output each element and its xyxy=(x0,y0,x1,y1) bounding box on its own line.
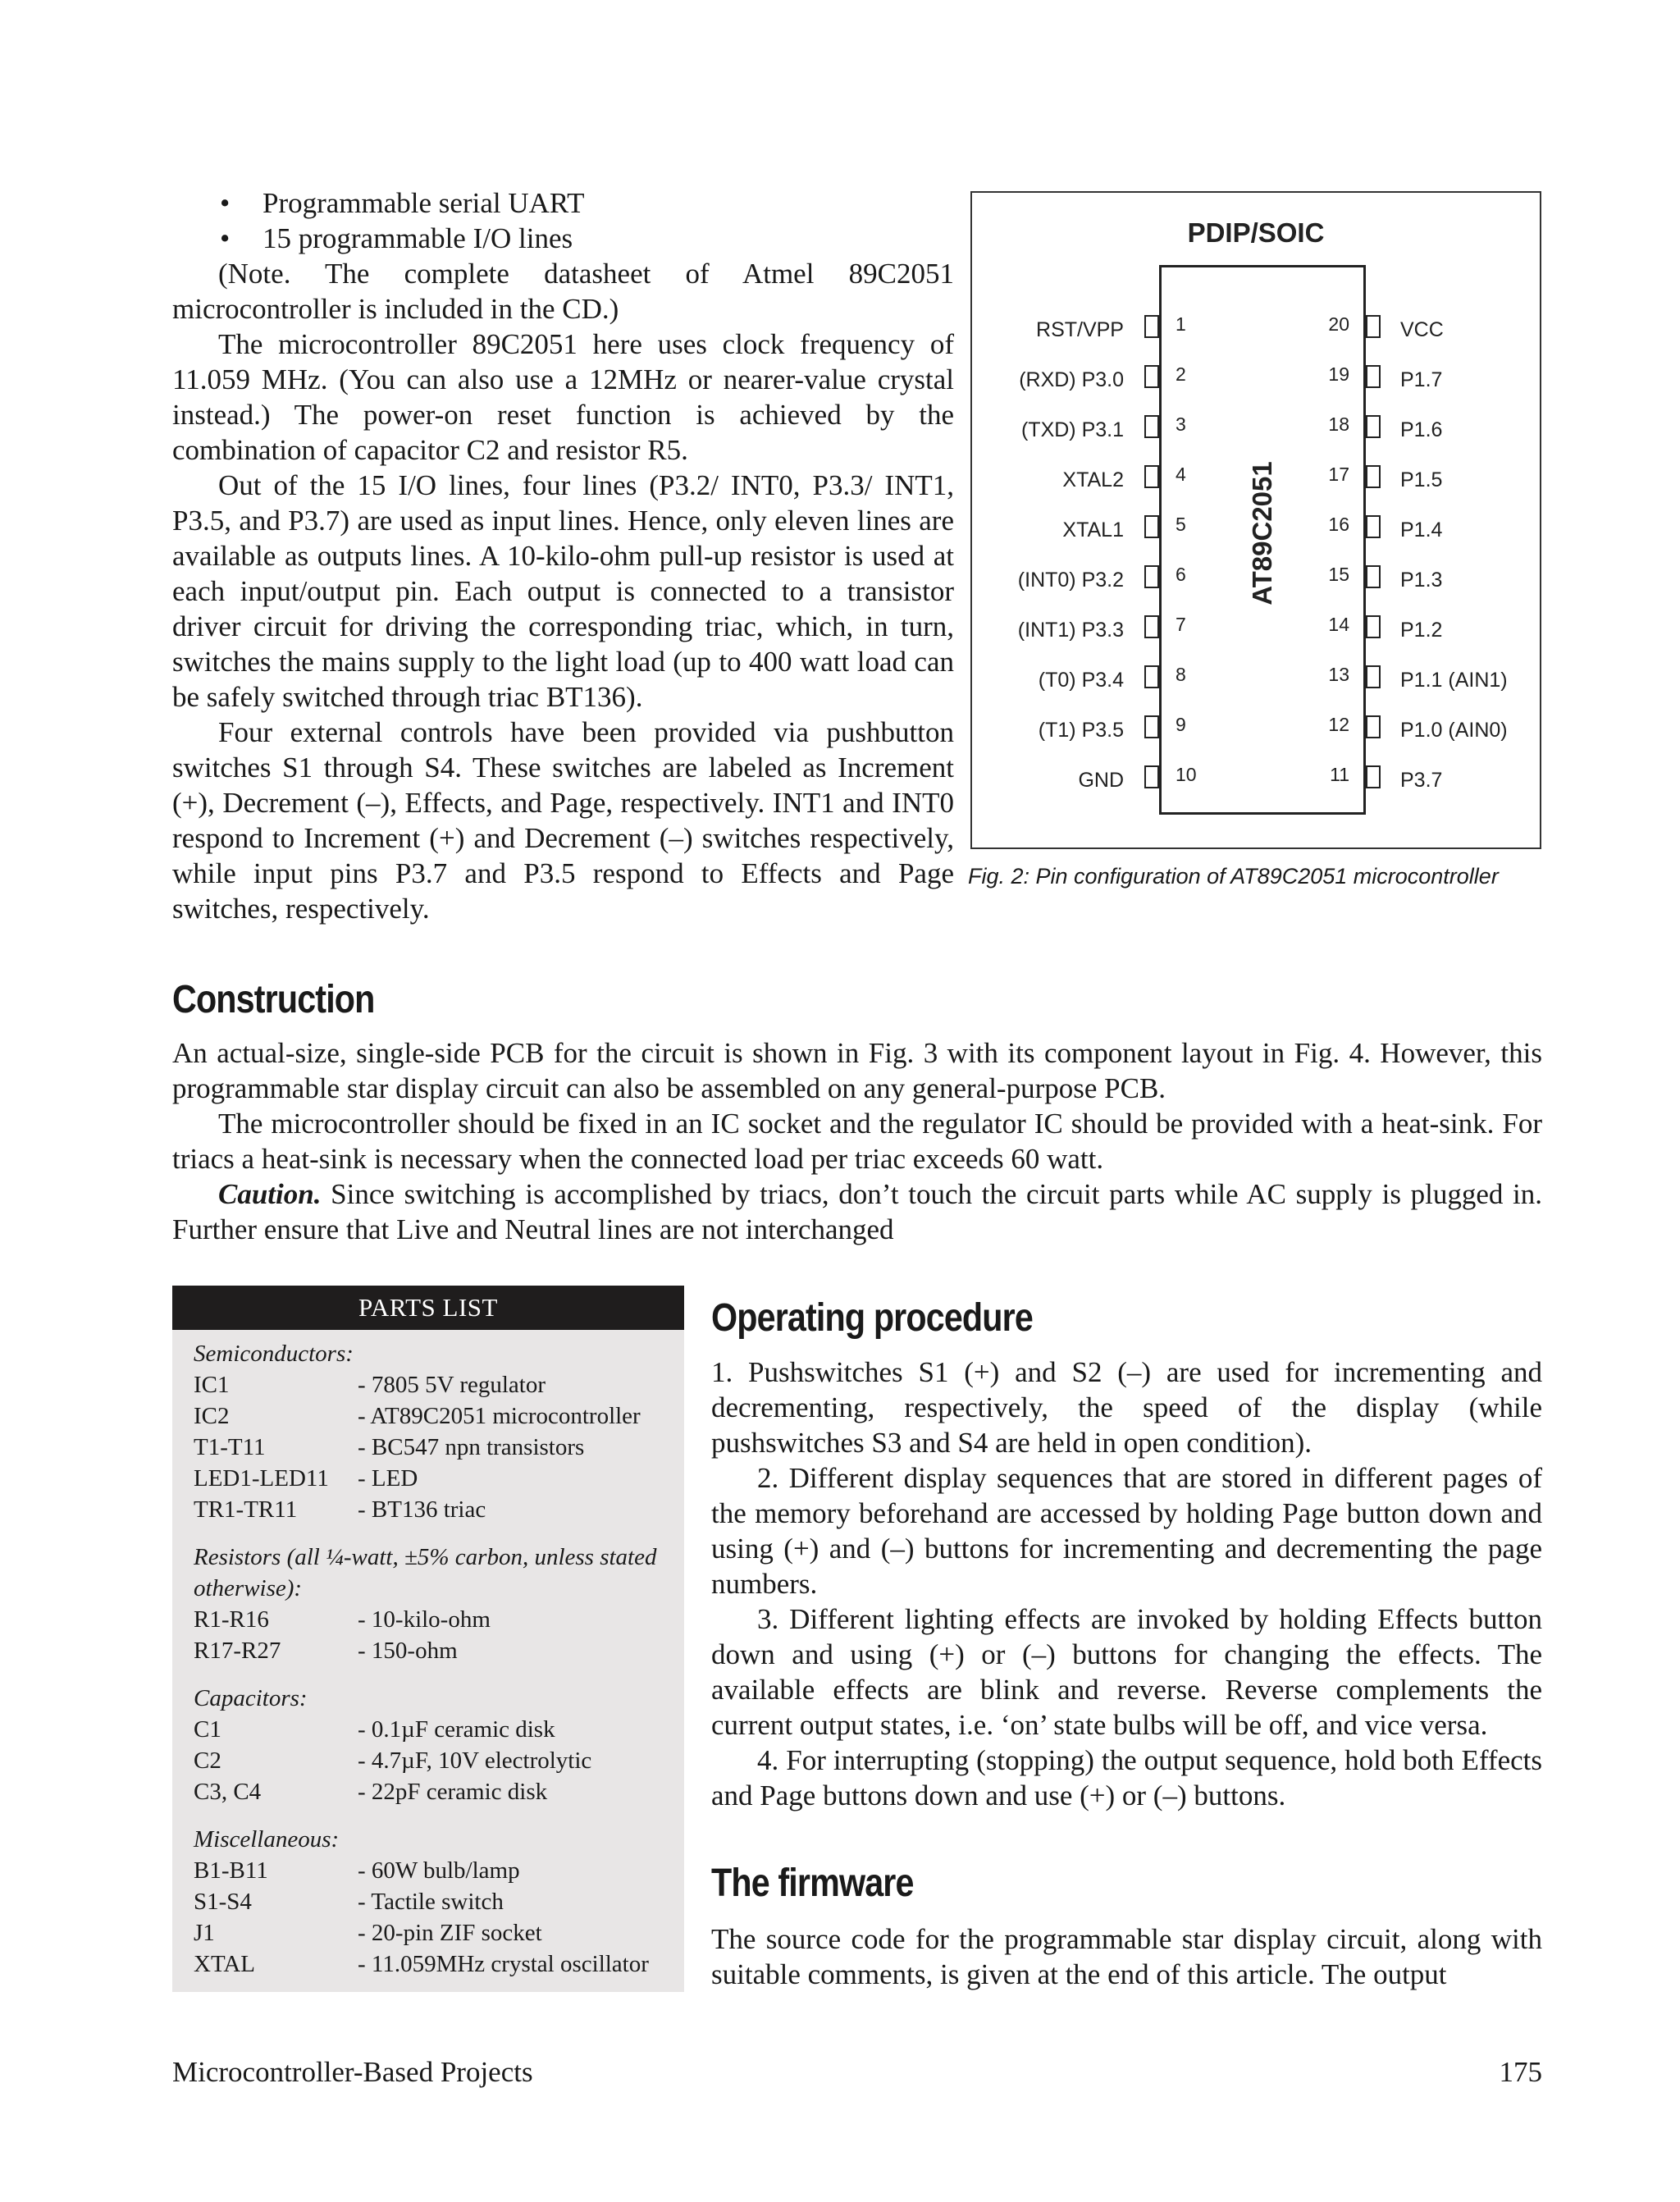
left-pin-label: (INT1) P3.3 xyxy=(1017,619,1124,642)
caution-paragraph xyxy=(172,1176,1542,1247)
part-reference: S1-S4 xyxy=(194,1889,252,1915)
right-pin-number: 16 xyxy=(1328,514,1349,535)
right-pin-number: 19 xyxy=(1328,363,1349,385)
part-reference: R1-R16 xyxy=(194,1606,269,1633)
left-pin-number: 3 xyxy=(1176,413,1186,435)
right-pin-label: P1.7 xyxy=(1400,368,1443,391)
right-pin-label: P1.0 (AIN0) xyxy=(1400,719,1508,742)
parts-row xyxy=(194,1855,663,1886)
left-pin-label: (TXD) P3.1 xyxy=(1020,418,1124,441)
right-pin-label: P1.5 xyxy=(1400,468,1443,491)
left-pin-label: GND xyxy=(1078,769,1124,792)
right-pin-square xyxy=(1366,715,1381,738)
right-pin-number: 11 xyxy=(1330,764,1349,785)
left-pin-number: 4 xyxy=(1176,464,1186,485)
part-reference: TR1-TR11 xyxy=(194,1496,298,1523)
part-description: - AT89C2051 microcontroller xyxy=(358,1403,641,1429)
left-pin-label: (INT0) P3.2 xyxy=(1017,569,1124,592)
part-reference: C2 xyxy=(194,1747,221,1774)
operating-step: 3. Different lighting effects are invoked by holding Effects button down and using (+) or (–) buttons for changing the effects. The available effects are blink and reverse. Reverse complements the current output states, i.e. ‘on’ state bulbs will be off, and vice versa. xyxy=(711,1603,1542,1741)
left-pin-square xyxy=(1144,415,1159,438)
right-pin-square xyxy=(1366,515,1381,538)
right-pin-square xyxy=(1366,615,1381,638)
part-description: - BT136 triac xyxy=(358,1496,486,1523)
parts-row xyxy=(194,1400,663,1432)
part-description: - LED xyxy=(358,1465,418,1492)
footer-book-title: Microcontroller-Based Projects xyxy=(172,2056,533,2088)
part-reference: C1 xyxy=(194,1716,221,1743)
intro-clock-paragraph: The microcontroller 89C2051 here uses clock frequency of 11.059 MHz. (You can also use a 12MHz or nearer-value crystal instead.) The power-on reset function is achieved by the combination of capacitor C2 and resistor R5. xyxy=(172,328,954,466)
right-pin-square xyxy=(1366,665,1381,688)
right-pin-label: P3.7 xyxy=(1400,769,1443,792)
parts-row xyxy=(194,1886,663,1917)
parts-list-box xyxy=(172,1286,684,1992)
intro-io-paragraph: Out of the 15 I/O lines, four lines (P3.2/ INT0, P3.3/ INT1, P3.5, and P3.7) are used as input lines. Hence, only eleven lines are available as outputs lines. A 10-kilo-ohm pull-up resistor is used at each input/output pin. Each output is connected to a transistor driver circuit for driving the corresponding triac, which, in turn, switches the mains supply to the light load (up to 400 watt load can be safely switched through triac BT136). xyxy=(172,469,954,713)
right-pin-label: VCC xyxy=(1400,318,1444,341)
part-reference: C3, C4 xyxy=(194,1779,262,1805)
package-label: PDIP/SOIC xyxy=(1187,217,1325,248)
right-pin-square xyxy=(1366,365,1381,388)
figure-caption: Fig. 2: Pin configuration of AT89C2051 microcontroller xyxy=(968,864,1499,889)
parts-category: Resistors (all ¼-watt, ±5% carbon, unless stated otherwise): xyxy=(194,1544,657,1601)
left-pin-number: 6 xyxy=(1176,564,1186,585)
intro-column xyxy=(172,185,954,926)
parts-row xyxy=(194,1604,663,1635)
caution-text: Since switching is accomplished by triacs, don’t touch the circuit parts while AC supply is plugged in. Further ensure that Live and Neutral lines are not interchanged xyxy=(172,1178,1542,1245)
operating-step: 4. For interrupting (stopping) the output sequence, hold both Effects and Page buttons down and use (+) or (–) buttons. xyxy=(711,1744,1542,1811)
parts-row xyxy=(194,1369,663,1400)
chip-name: AT89C2051 xyxy=(1247,461,1277,605)
left-pin-label: XTAL2 xyxy=(1062,468,1124,491)
operating-heading: Operating procedure xyxy=(711,1296,1033,1340)
left-pin-number: 7 xyxy=(1176,614,1186,635)
right-pin-number: 20 xyxy=(1328,313,1349,335)
parts-row xyxy=(194,1635,663,1666)
right-pin-label: P1.6 xyxy=(1400,418,1443,441)
feature-list xyxy=(172,185,954,256)
part-description: - 11.059MHz crystal oscillator xyxy=(358,1951,649,1977)
caution-label: Caution. xyxy=(218,1178,322,1210)
construction-heading: Construction xyxy=(172,978,375,1021)
right-pin-number: 15 xyxy=(1328,564,1349,585)
parts-category: Semiconductors: xyxy=(194,1341,354,1367)
parts-row xyxy=(194,1714,663,1745)
parts-row xyxy=(194,1917,663,1948)
parts-row xyxy=(194,1494,663,1525)
operating-step: 1. Pushswitches S1 (+) and S2 (–) are used for incrementing and decrementing, respectively, the speed of the display (while pushswitches S3 and S4 are held in open condition). xyxy=(711,1356,1542,1459)
part-description: - 150-ohm xyxy=(358,1638,458,1664)
operating-step: 2. Different display sequences that are stored in different pages of the memory beforehand are accessed by holding Page button down and using (+) and (–) buttons for incrementing and decrementing the page numbers. xyxy=(711,1462,1542,1600)
parts-row xyxy=(194,1432,663,1463)
parts-category: Miscellaneous: xyxy=(194,1826,340,1853)
firmware-heading: The firmware xyxy=(711,1862,914,1905)
intro-note: (Note. The complete datasheet of Atmel 89C2051 microcontroller is included in the CD.) xyxy=(172,258,954,325)
left-pin-number: 1 xyxy=(1176,313,1186,335)
part-reference: B1-B11 xyxy=(194,1857,268,1884)
parts-row xyxy=(194,1776,663,1807)
left-pin-label: (T0) P3.4 xyxy=(1038,669,1124,692)
left-pin-square xyxy=(1144,665,1159,688)
parts-group-gap xyxy=(194,1807,663,1824)
part-description: - BC547 npn transistors xyxy=(358,1434,585,1460)
operating-section xyxy=(711,1355,1542,1813)
right-pin-number: 14 xyxy=(1328,614,1349,635)
left-pin-square xyxy=(1144,615,1159,638)
parts-list-title: PARTS LIST xyxy=(172,1286,684,1330)
construction-paragraph: An actual-size, single-side PCB for the circuit is shown in Fig. 3 with its component layout in Fig. 4. However, this programmable star display circuit can also be assembled on any general-purpose PCB. xyxy=(172,1037,1542,1104)
intro-switches-paragraph: Four external controls have been provided via pushbutton switches S1 through S4. These switches are labeled as Increment (+), Decrement (–), Effects, and Page, respectively. INT1 and INT0 respond to Increment (+) and Decrement (–) switches respectively, while input pins P3.7 and P3.5 respond to Effects and Page switches, respectively. xyxy=(172,716,954,925)
right-pin-number: 13 xyxy=(1328,664,1349,685)
part-reference: LED1-LED11 xyxy=(194,1465,329,1492)
feature-item: • Programmable serial UART xyxy=(220,187,585,219)
part-description: - 10-kilo-ohm xyxy=(358,1606,491,1633)
right-pin-square xyxy=(1366,415,1381,438)
right-pin-number: 12 xyxy=(1328,714,1349,735)
right-pin-number: 18 xyxy=(1328,413,1349,435)
firmware-paragraph: The source code for the programmable star display circuit, along with suitable comments, is given at the end of this article. The output xyxy=(711,1923,1542,1990)
left-pin-number: 10 xyxy=(1176,764,1197,785)
parts-row xyxy=(194,1463,663,1494)
pin-configuration-figure xyxy=(970,191,1541,849)
construction-paragraph: The microcontroller should be fixed in an IC socket and the regulator IC should be provided with a heat-sink. For triacs a heat-sink is necessary when the connected load per triac exceeds 60 watt. xyxy=(172,1108,1542,1175)
part-description: - 4.7µF, 10V electrolytic xyxy=(358,1747,592,1774)
part-description: - 20-pin ZIF socket xyxy=(358,1920,542,1946)
right-pin-square xyxy=(1366,765,1381,788)
part-description: - 60W bulb/lamp xyxy=(358,1857,520,1884)
left-pin-square xyxy=(1144,465,1159,488)
parts-list-body xyxy=(172,1330,684,1980)
part-description: - 22pF ceramic disk xyxy=(358,1779,548,1805)
parts-row xyxy=(194,1745,663,1776)
right-pin-label: P1.3 xyxy=(1400,569,1443,592)
part-reference: R17-R27 xyxy=(194,1638,281,1664)
right-pin-label: P1.4 xyxy=(1400,519,1443,541)
left-pin-label: (RXD) P3.0 xyxy=(1019,368,1124,391)
footer-page-number: 175 xyxy=(1499,2056,1542,2088)
left-pin-square xyxy=(1144,765,1159,788)
part-description: - 0.1µF ceramic disk xyxy=(358,1716,555,1743)
left-pin-square xyxy=(1144,315,1159,338)
part-reference: XTAL xyxy=(194,1951,255,1977)
left-pin-number: 2 xyxy=(1176,363,1186,385)
left-pin-label: RST/VPP xyxy=(1036,318,1124,341)
left-pin-square xyxy=(1144,365,1159,388)
right-pin-label: P1.1 (AIN1) xyxy=(1400,669,1508,692)
part-reference: J1 xyxy=(194,1920,215,1946)
part-description: - 7805 5V regulator xyxy=(358,1372,546,1398)
left-pin-square xyxy=(1144,515,1159,538)
parts-group-gap xyxy=(194,1525,663,1542)
left-pin-label: XTAL1 xyxy=(1062,519,1124,541)
feature-item: • 15 programmable I/O lines xyxy=(220,222,573,254)
right-pin-label: P1.2 xyxy=(1400,619,1443,642)
parts-row xyxy=(194,1948,663,1980)
left-pin-label: (T1) P3.5 xyxy=(1038,719,1124,742)
left-pin-number: 9 xyxy=(1176,714,1186,735)
left-pin-square xyxy=(1144,565,1159,588)
parts-category: Capacitors: xyxy=(194,1685,308,1711)
left-pin-number: 5 xyxy=(1176,514,1186,535)
part-reference: IC1 xyxy=(194,1372,230,1398)
right-pin-square xyxy=(1366,565,1381,588)
left-pin-number: 8 xyxy=(1176,664,1186,685)
part-reference: T1-T11 xyxy=(194,1434,266,1460)
right-pin-number: 17 xyxy=(1328,464,1349,485)
construction-section xyxy=(172,1035,1542,1247)
parts-group-gap xyxy=(194,1666,663,1683)
part-description: - Tactile switch xyxy=(358,1889,504,1915)
part-reference: IC2 xyxy=(194,1403,230,1429)
right-pin-square xyxy=(1366,315,1381,338)
left-pin-square xyxy=(1144,715,1159,738)
right-pin-square xyxy=(1366,465,1381,488)
